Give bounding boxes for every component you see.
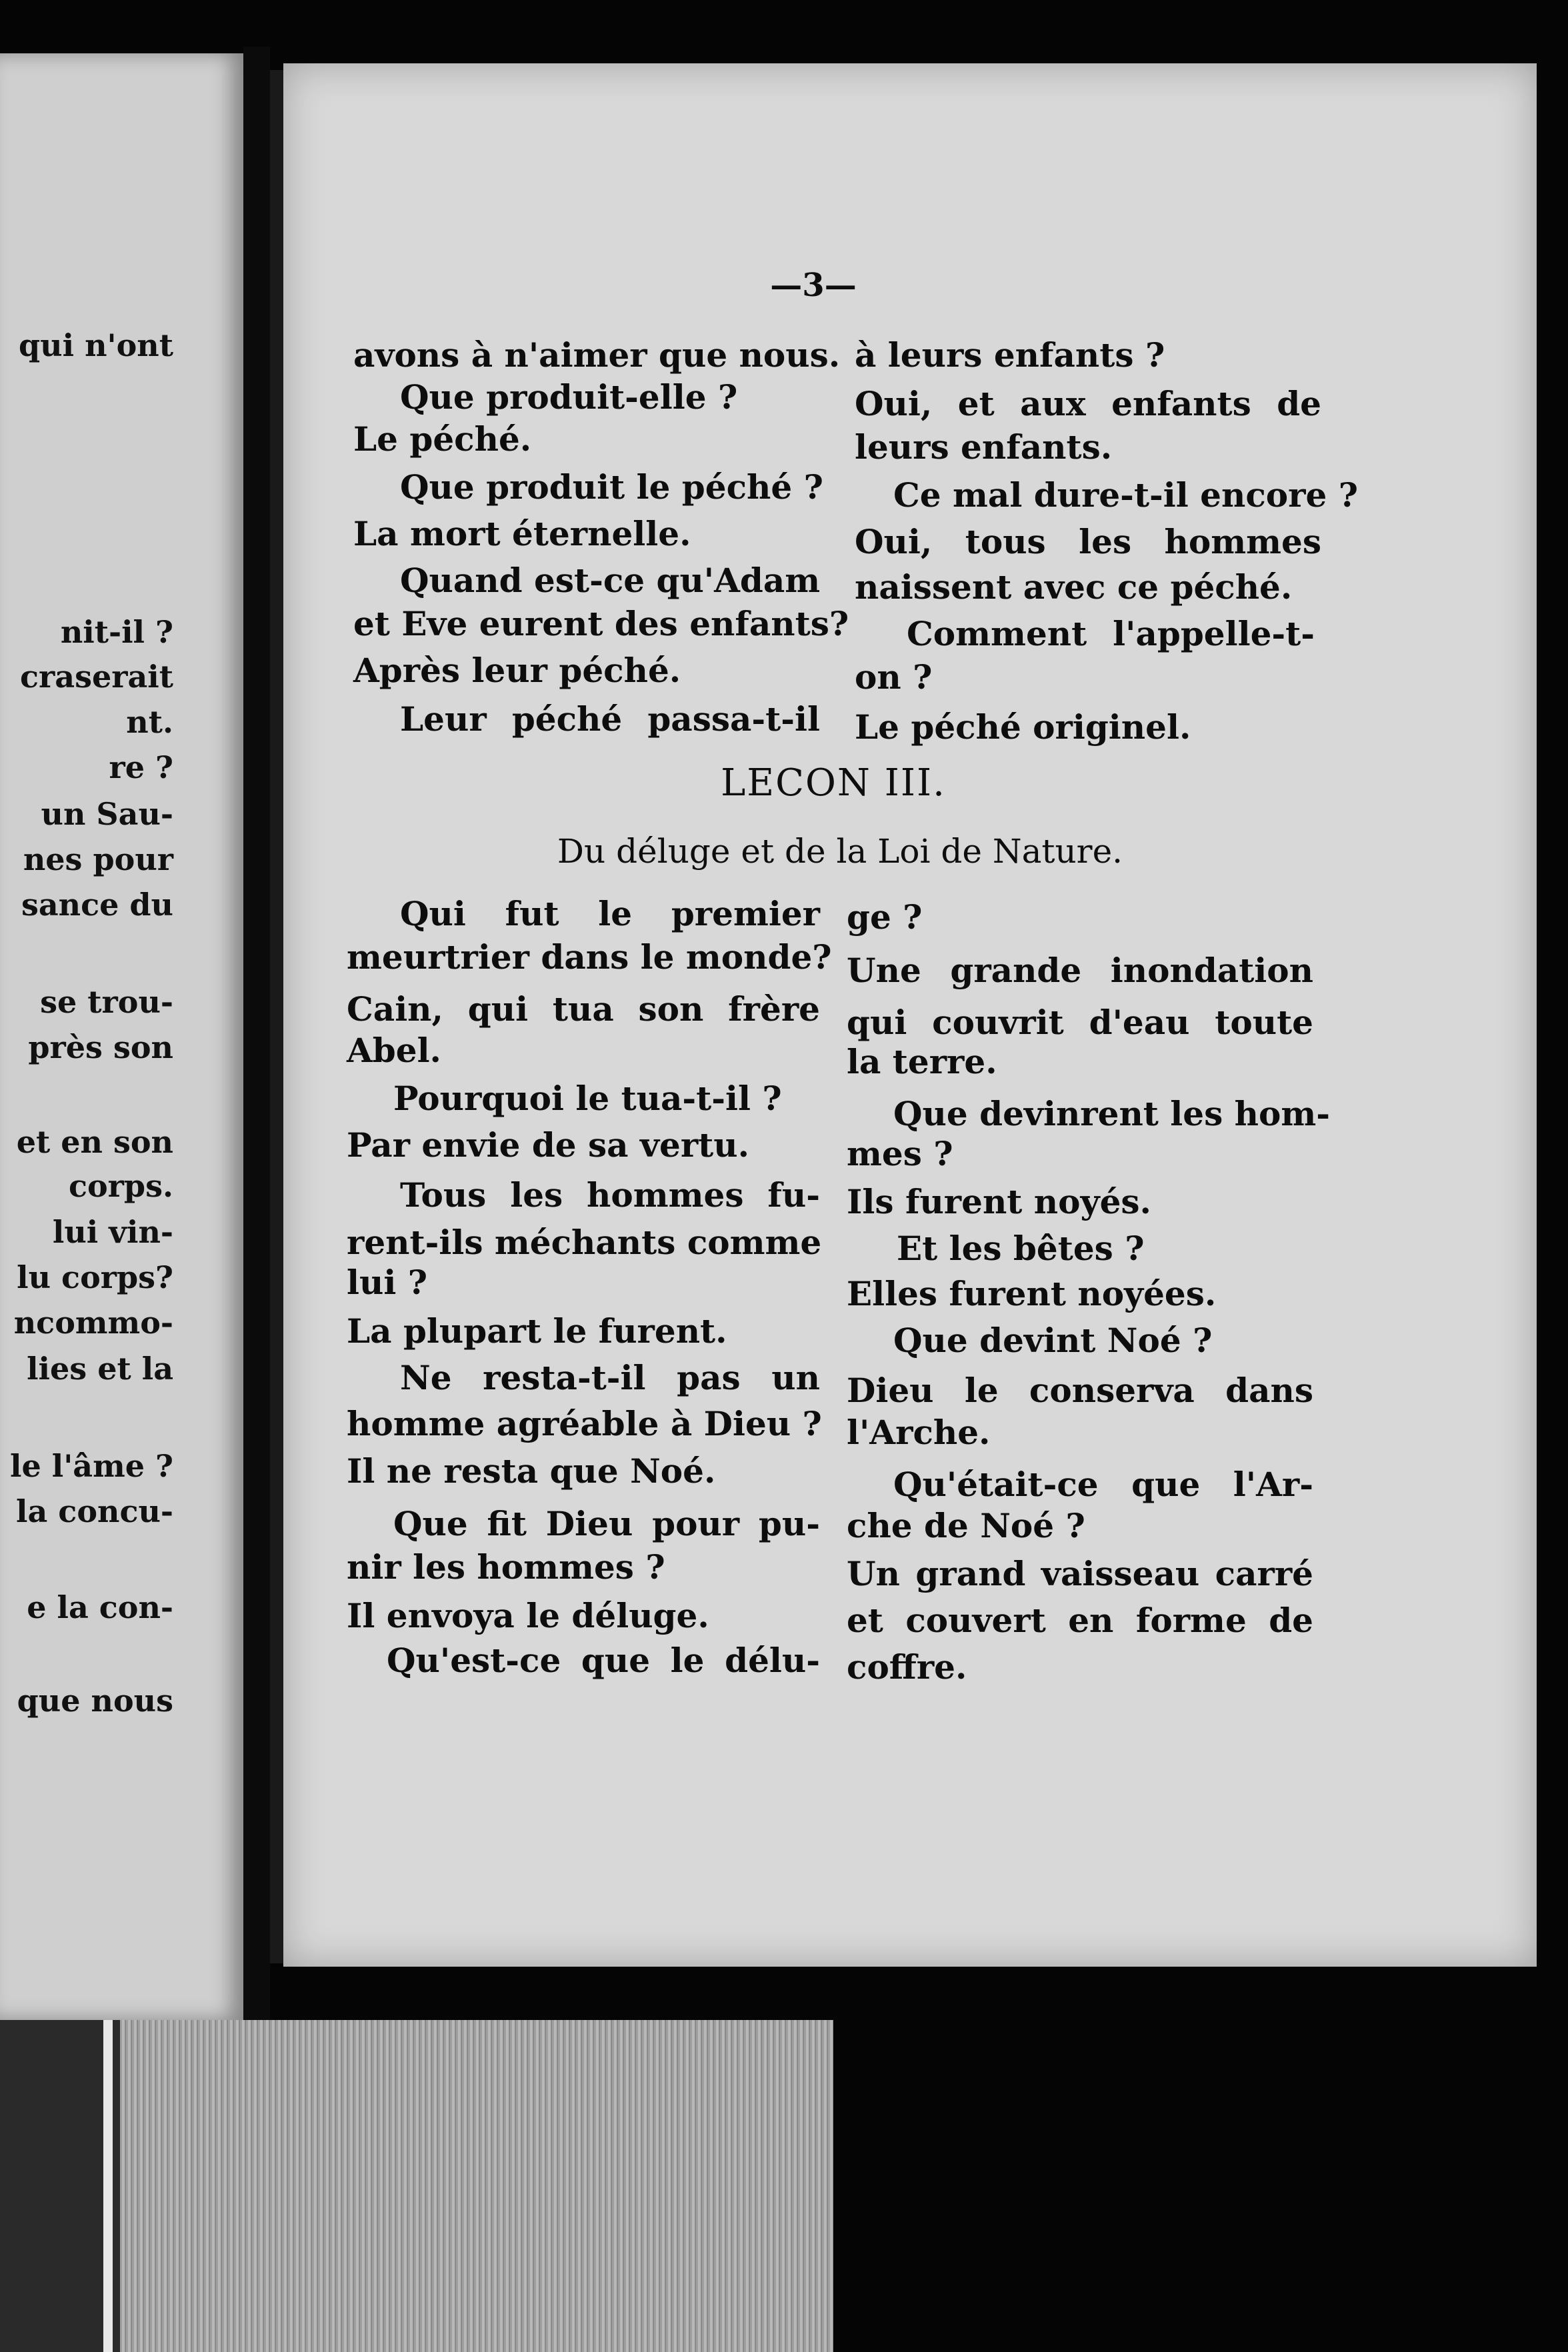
answer-line: Un grand vaisseau carré <box>847 1554 1313 1593</box>
left-page-line: re ? <box>109 749 173 785</box>
answer-line: Cain, qui tua son frère <box>347 989 820 1029</box>
question-line: ge ? <box>847 897 923 937</box>
left-page <box>0 53 243 2020</box>
question-line: nir les hommes ? <box>347 1547 665 1587</box>
left-page-line: corps. <box>68 1168 173 1204</box>
question-line: rent-ils méchants comme <box>347 1223 822 1262</box>
question-line: Et les bêtes ? <box>897 1229 1145 1268</box>
left-page-line: lui vin- <box>52 1214 173 1250</box>
question-line: Quand est-ce qu'Adam <box>400 561 821 600</box>
answer-line: et couvert en forme de <box>847 1601 1313 1640</box>
left-page-line: le l'âme ? <box>9 1448 173 1484</box>
answer-line: Le péché originel. <box>855 707 1191 747</box>
left-page-line: que nous <box>17 1683 173 1719</box>
question-line: Leur péché passa-t-il <box>400 699 820 739</box>
question-line: Qu'était-ce que l'Ar- <box>893 1465 1313 1504</box>
question-line: on ? <box>855 657 933 697</box>
question-line: Qui fut le premier <box>400 894 820 933</box>
answer-line: l'Arche. <box>847 1413 991 1452</box>
question-line: Que produit le péché ? <box>400 467 823 507</box>
binding-tear <box>103 2020 113 2352</box>
question-line: à leurs enfants ? <box>855 335 1165 375</box>
left-page-line: e la con- <box>27 1589 173 1625</box>
cloth-binding <box>0 2020 833 2352</box>
left-page-line: près son <box>28 1029 173 1065</box>
answer-line: Il ne resta que Noé. <box>347 1451 716 1491</box>
left-page-line: nes pour <box>23 841 173 877</box>
left-page-line: ncommo- <box>13 1305 173 1341</box>
answer-line: la terre. <box>847 1042 997 1081</box>
left-page-line: sance du <box>21 887 173 923</box>
question-line: Tous les hommes fu- <box>400 1175 820 1215</box>
left-page-line: lies et la <box>27 1351 173 1387</box>
lesson-heading: LECON III. <box>721 761 946 805</box>
question-line: Que fit Dieu pour pu- <box>393 1504 820 1543</box>
binding-shadow <box>0 2020 120 2352</box>
question-line: Pourquoi le tua-t-il ? <box>393 1079 782 1118</box>
question-line: homme agréable à Dieu ? <box>347 1404 822 1443</box>
left-page-line: nt. <box>126 704 173 740</box>
answer-line: Abel. <box>347 1031 441 1070</box>
page-number: —3— <box>770 267 857 304</box>
page-gutter <box>243 47 270 2047</box>
left-page-line: nit-il ? <box>60 614 173 650</box>
question-line: mes ? <box>847 1134 953 1173</box>
answer-line: Une grande inondation <box>847 951 1313 990</box>
left-page-line: craserait <box>20 659 173 695</box>
text-line: avons à n'aimer que nous. <box>353 335 841 375</box>
lesson-subheading: Du déluge et de la Loi de Nature. <box>557 832 1123 871</box>
answer-line: Il envoya le déluge. <box>347 1596 709 1635</box>
answer-line: qui couvrit d'eau toute <box>847 1003 1313 1042</box>
question-line: lui ? <box>347 1263 428 1302</box>
answer-line: Dieu le conserva dans <box>847 1371 1313 1410</box>
book-spine <box>270 70 285 1963</box>
answer-line: Après leur péché. <box>353 651 681 690</box>
answer-line: Oui, et aux enfants de <box>855 384 1321 423</box>
answer-line: La mort éternelle. <box>353 514 691 553</box>
answer-line: Le péché. <box>353 419 532 459</box>
answer-line: Ils furent noyés. <box>847 1182 1151 1221</box>
answer-line: La plupart le furent. <box>347 1311 727 1351</box>
question-line: Que devinrent les hom- <box>893 1094 1331 1133</box>
left-page-line: la concu- <box>16 1493 173 1529</box>
question-line: che de Noé ? <box>847 1506 1085 1545</box>
question-line: Ne resta-t-il pas un <box>400 1358 820 1397</box>
question-line: meurtrier dans le monde? <box>347 937 832 977</box>
left-page-line: qui n'ont <box>19 327 173 363</box>
question-line: Ce mal dure-t-il encore ? <box>893 475 1358 515</box>
answer-line: Par envie de sa vertu. <box>347 1125 750 1165</box>
question-line: et Eve eurent des enfants? <box>353 604 849 643</box>
left-page-line: et en son <box>16 1124 173 1160</box>
answer-line: naissent avec ce péché. <box>855 567 1293 607</box>
answer-line: coffre. <box>847 1647 967 1687</box>
question-line: Comment l'appelle-t- <box>907 614 1315 653</box>
left-page-line: lu corps? <box>17 1259 173 1295</box>
left-page-line: se trou- <box>40 984 173 1020</box>
question-line: Que produit-elle ? <box>400 377 738 417</box>
question-line: Que devint Noé ? <box>893 1321 1213 1360</box>
answer-line: leurs enfants. <box>855 427 1113 467</box>
left-page-line: un Sau- <box>41 796 173 832</box>
answer-line: Oui, tous les hommes <box>855 522 1321 561</box>
answer-line: Elles furent noyées. <box>847 1274 1217 1313</box>
question-line: Qu'est-ce que le délu- <box>387 1641 820 1680</box>
